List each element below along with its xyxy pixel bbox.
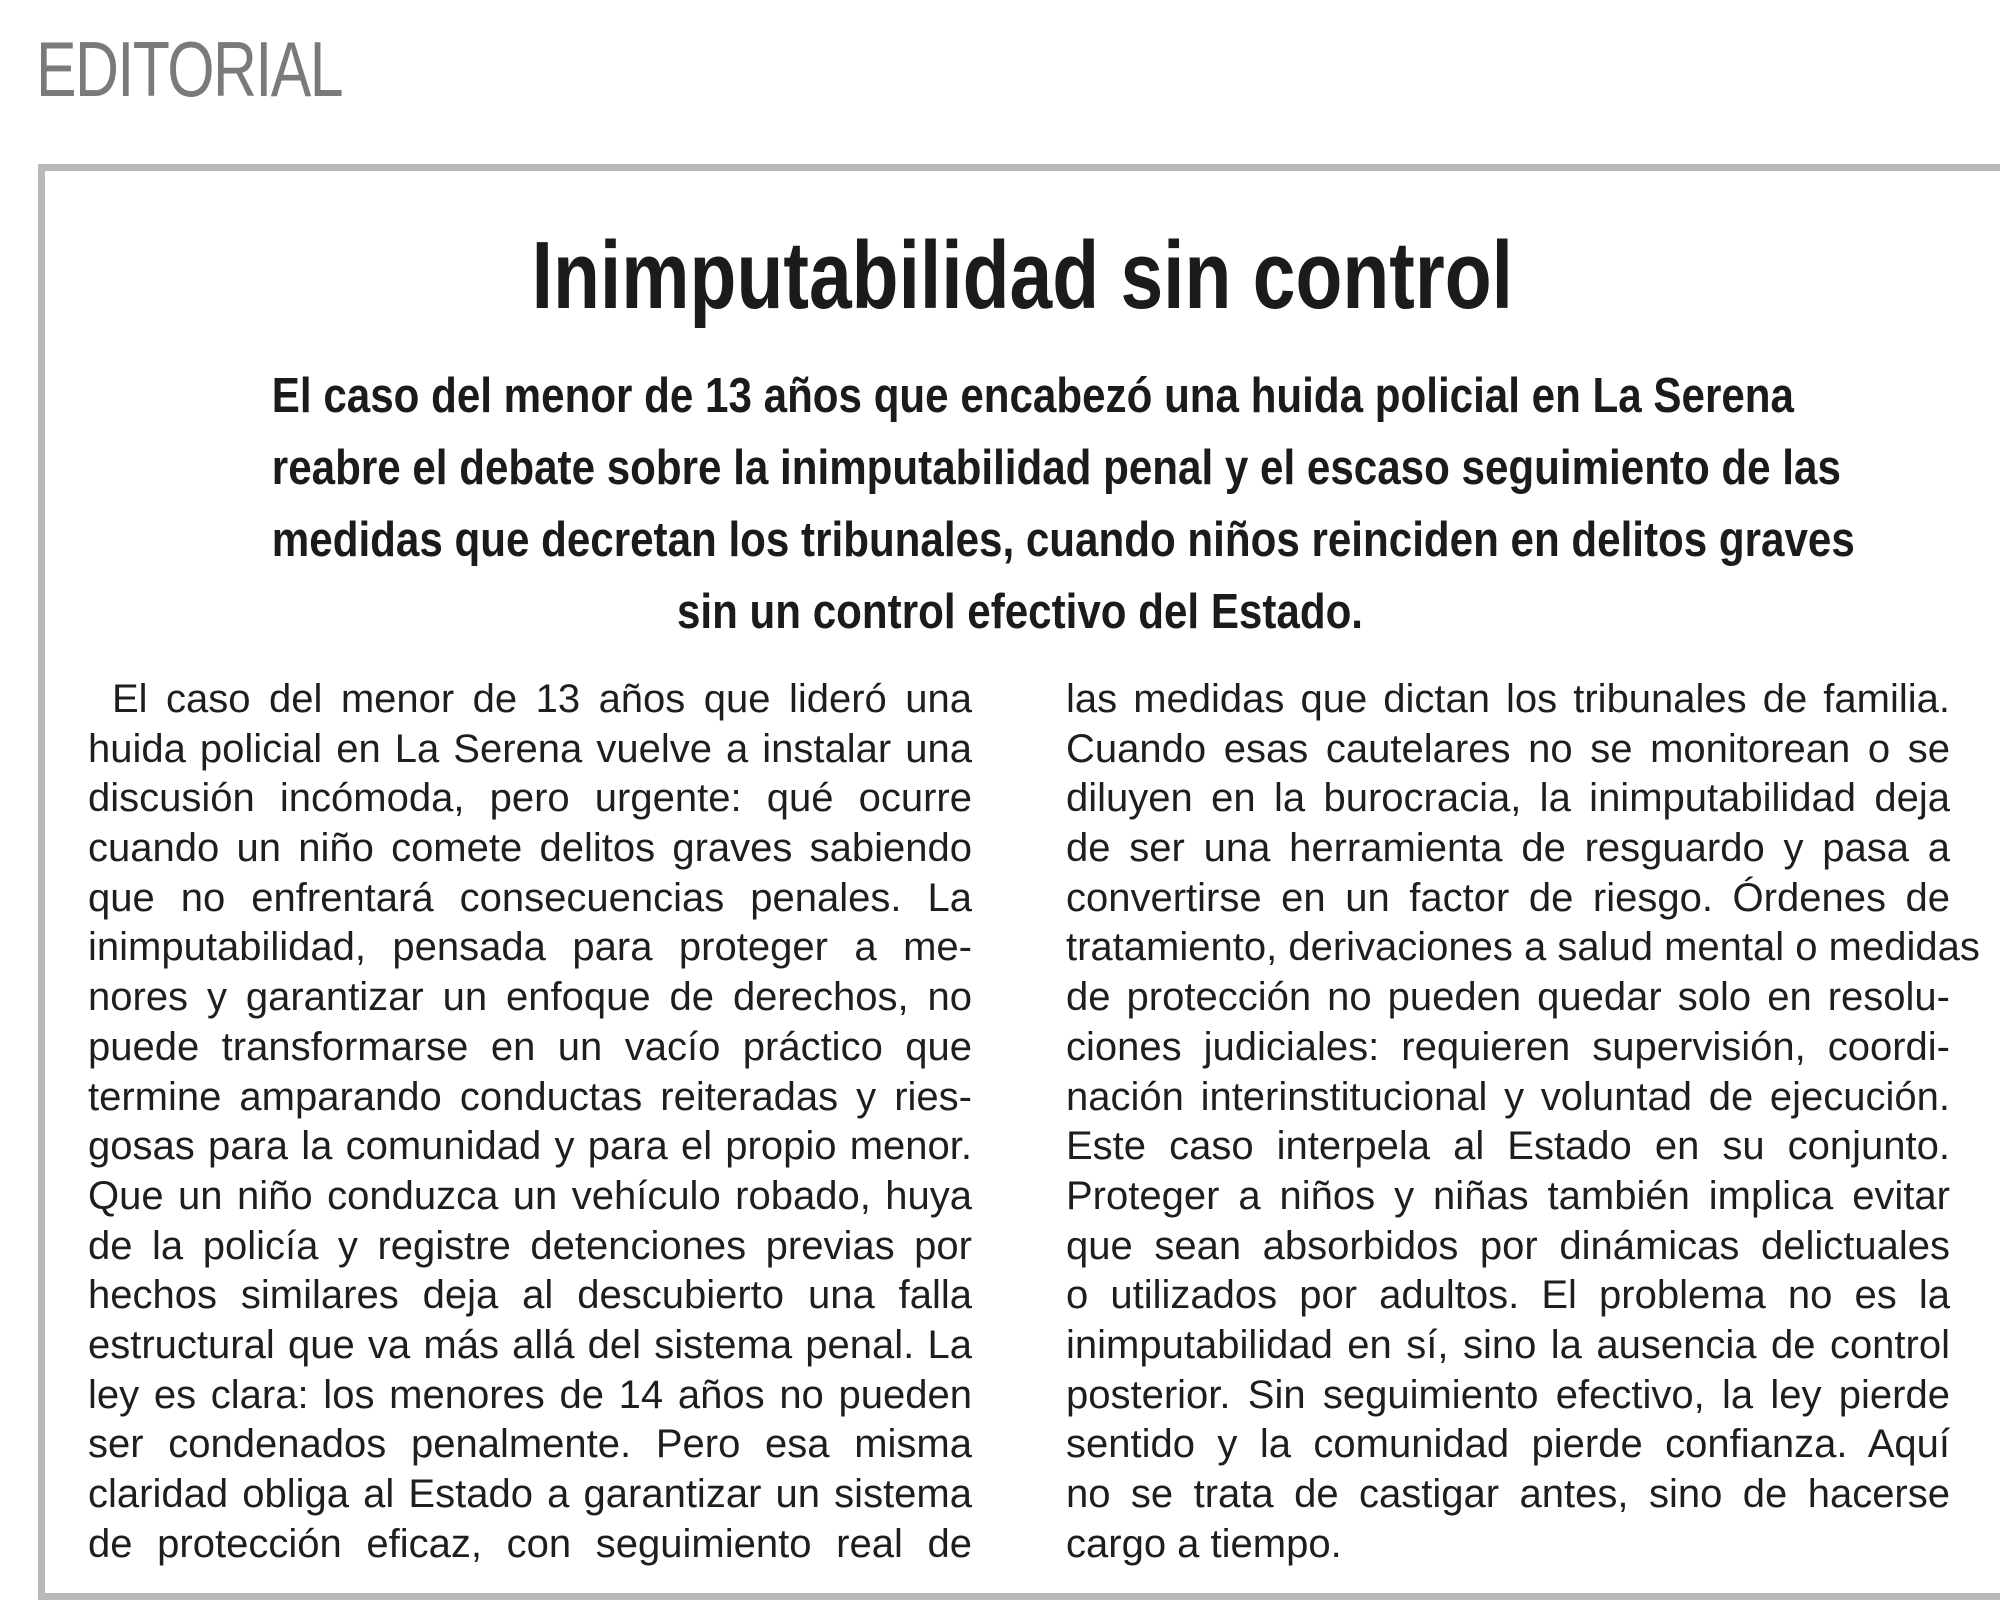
body-column-left: [88, 675, 972, 1569]
body-line: inimputabilidad en sí, sino la ausencia de control: [1066, 1322, 1950, 1367]
body-line: nación interinstitucional y voluntad de ejecución.: [1066, 1074, 1950, 1119]
body-line: El caso del menor de 13 años que lideró una: [112, 677, 972, 721]
body-line: inimputabilidad, pensada para proteger a me-: [88, 925, 972, 970]
body-line: o utilizados por adultos. El problema no es la: [1066, 1273, 1950, 1318]
body-line: tratamiento, derivaciones a salud mental o medidas: [1066, 925, 1980, 970]
body-line: no se trata de castigar antes, sino de hacerse: [1066, 1472, 1950, 1516]
body-line: sentido y la comunidad pierde confianza. Aquí: [1066, 1422, 1950, 1467]
body-line: ley es clara: los menores de 14 años no pueden: [88, 1372, 972, 1417]
body-line: de la policía y registre detenciones previas por: [88, 1223, 972, 1268]
body-line: Este caso interpela al Estado en su conjunto.: [1066, 1124, 1950, 1169]
body-line: Que un niño conduzca un vehículo robado, huya: [88, 1173, 972, 1218]
body-line: termine amparando conductas reiteradas y ries-: [88, 1074, 972, 1119]
body-line: que no enfrentará consecuencias penales. La: [88, 875, 972, 920]
body-line: ser condenados penalmente. Pero esa misma: [88, 1422, 972, 1467]
body-line: nores y garantizar un enfoque de derechos, no: [88, 975, 972, 1020]
body-line: cargo a tiempo.: [1066, 1521, 1342, 1566]
body-line: gosas para la comunidad y para el propio menor.: [88, 1124, 972, 1169]
deck-line: reabre el debate sobre la inimputabilidad penal y el escaso seguimiento de las: [271, 441, 1841, 495]
body-line: cuando un niño comete delitos graves sabiendo: [88, 826, 972, 871]
headline: [0, 222, 2000, 329]
deck-line: medidas que decretan los tribunales, cuando niños reinciden en delitos graves: [271, 513, 1855, 567]
deck-line: sin un control efectivo del Estado.: [676, 585, 1364, 639]
body-line: puede transformarse en un vacío práctico que: [88, 1024, 972, 1069]
body-line: hechos similares deja al descubierto una falla: [88, 1273, 972, 1318]
section-label: EDITORIAL: [36, 25, 343, 113]
deck-line: El caso del menor de 13 años que encabezó una huida policial en La Serena: [271, 369, 1794, 423]
headline-text: Inimputabilidad sin control: [531, 222, 1513, 329]
body-line: diluyen en la burocracia, la inimputabilidad deja: [1066, 776, 1950, 821]
body-line: convertirse en un factor de riesgo. Órdenes de: [1066, 875, 1950, 920]
body-line: ciones judiciales: requieren supervisión, coordi-: [1066, 1024, 1950, 1069]
body-line: Proteger a niños y niñas también implica evitar: [1066, 1173, 1950, 1218]
body-line: de protección eficaz, con seguimiento real de: [88, 1521, 972, 1566]
deck: [150, 360, 1890, 648]
body-line: posterior. Sin seguimiento efectivo, la ley pierde: [1066, 1372, 1950, 1417]
body-column-right: [1066, 675, 1980, 1569]
body-line: de ser una herramienta de resguardo y pasa a: [1066, 826, 1950, 871]
body-line: de protección no pueden quedar solo en resolu-: [1066, 975, 1950, 1020]
body-line: estructural que va más allá del sistema penal. La: [88, 1322, 972, 1367]
body-line: claridad obliga al Estado a garantizar un sistema: [88, 1472, 972, 1516]
body-line: las medidas que dictan los tribunales de familia.: [1066, 677, 1950, 721]
body-line: discusión incómoda, pero urgente: qué ocurre: [88, 776, 972, 821]
body-line: que sean absorbidos por dinámicas delictuales: [1066, 1223, 1950, 1268]
body-line: huida policial en La Serena vuelve a instalar una: [88, 726, 972, 771]
body-line: Cuando esas cautelares no se monitorean o se: [1066, 726, 1950, 771]
